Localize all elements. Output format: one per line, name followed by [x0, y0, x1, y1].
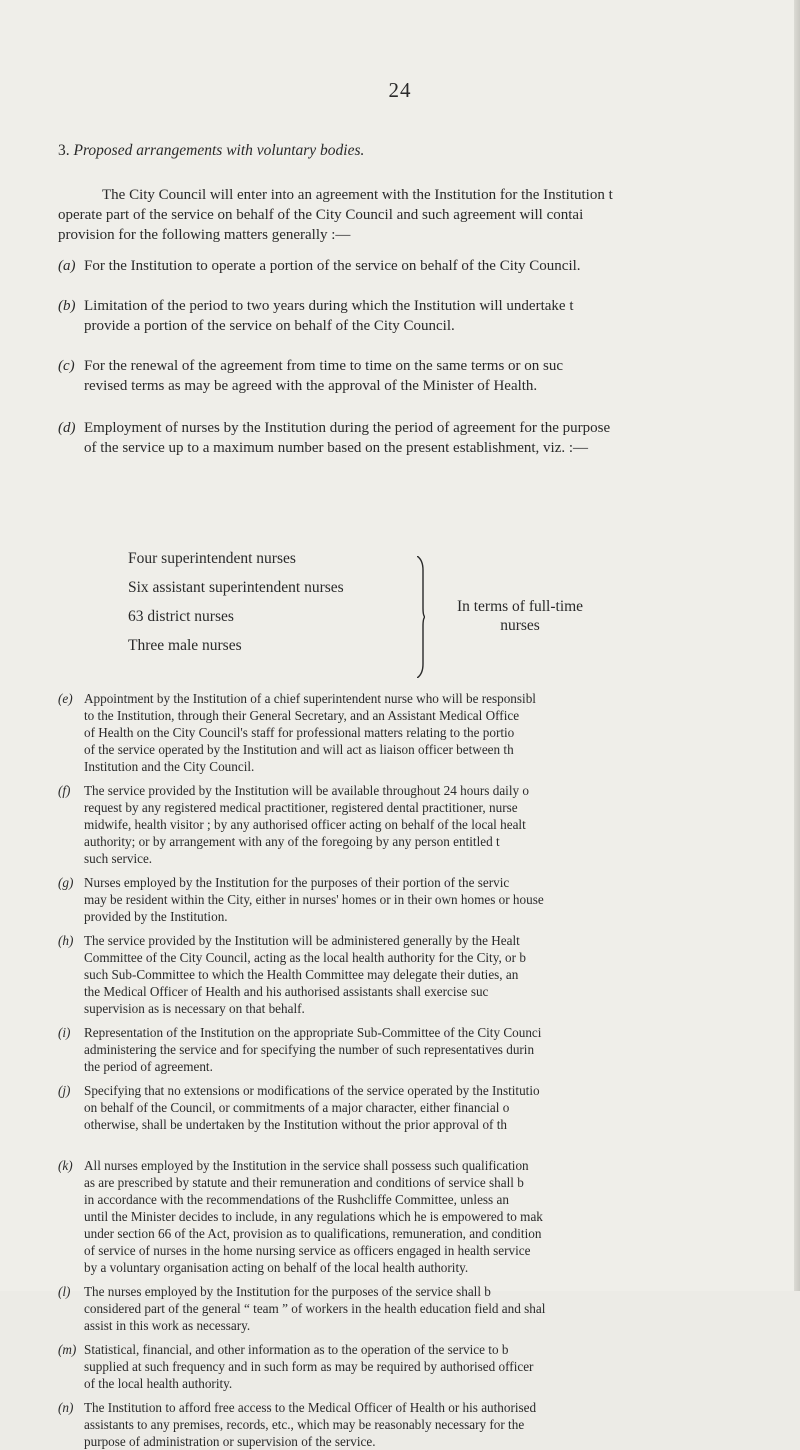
item-line: of the local health authority. — [84, 1376, 233, 1391]
item-marker: (g) — [58, 875, 74, 890]
item-line: otherwise, shall be undertaken by the Institution without the prior approval of th — [84, 1117, 508, 1132]
item-line: assistants to any premises, records, etc., which may be reasonably necessary for the — [84, 1417, 525, 1432]
item-line: midwife, health visitor ; by any authorised officer acting on behalf of the local healt — [84, 817, 526, 832]
intro-paragraph — [58, 185, 800, 245]
item-line: the Medical Officer of Health and his authorised assistants shall exercise suc — [84, 984, 489, 999]
section-title: Proposed arrangements with voluntary bodies. — [73, 142, 365, 159]
item-marker: (j) — [58, 1083, 71, 1098]
item-line: under section 66 of the Act, provision as to qualifications, remuneration, and condition — [84, 1226, 542, 1241]
staff-list-item: 63 district nurses — [128, 608, 234, 625]
item-line: For the Institution to operate a portion of the service on behalf of the City Council. — [84, 258, 581, 274]
item-marker: (k) — [58, 1158, 73, 1173]
item-line: as are prescribed by statute and their remuneration and conditions of service shall b — [84, 1175, 524, 1190]
item-marker: (n) — [58, 1400, 74, 1415]
bracket-icon — [417, 556, 425, 678]
staff-note: In terms of full-time nurses — [456, 598, 584, 634]
item-line: such Sub-Committee to which the Health Committee may delegate their duties, an — [84, 967, 519, 982]
item-marker: (d) — [58, 420, 76, 436]
item-line: The service provided by the Institution will be administered generally by the Healt — [84, 933, 520, 948]
item-line: provide a portion of the service on behalf of the City Council. — [84, 317, 455, 334]
item-line: Appointment by the Institution of a chief superintendent nurse who will be responsibl — [84, 691, 536, 706]
item-line: Institution and the City Council. — [84, 759, 255, 774]
item-line: Specifying that no extensions or modifications of the service operated by the Institutio — [84, 1083, 540, 1098]
item-line: to the Institution, through their General Secretary, and an Assistant Medical Office — [84, 708, 520, 723]
item-line: purpose of administration or supervision of the service. — [84, 1434, 376, 1449]
item-line: Statistical, financial, and other information as to the operation of the service to b — [84, 1342, 509, 1357]
item-line: All nurses employed by the Institution in the service shall possess such qualification — [84, 1158, 529, 1173]
item-line: Employment of nurses by the Institution during the period of agreement for the purpose — [84, 420, 611, 436]
item-marker: (i) — [58, 1025, 71, 1040]
item-line: until the Minister decides to include, in any regulations which he is empowered to mak — [84, 1209, 543, 1224]
item-marker: (c) — [58, 358, 75, 374]
item-line: supervision as is necessary on that behalf. — [84, 1001, 305, 1016]
item-line: by a voluntary organisation acting on behalf of the local health authority. — [84, 1260, 469, 1275]
item-marker: (l) — [58, 1284, 71, 1299]
item-marker: (f) — [58, 783, 71, 798]
page-number: 24 — [388, 78, 412, 102]
intro-line: The City Council will enter into an agreement with the Institution for the Institution t — [102, 187, 613, 203]
item-line: of Health on the City Council's staff for professional matters relating to the portio — [84, 725, 515, 740]
item-line: For the renewal of the agreement from time to time on the same terms or on suc — [84, 358, 564, 374]
section-number: 3. — [58, 142, 70, 159]
staff-list-item: Four superintendent nurses — [128, 550, 296, 567]
item-line: on behalf of the Council, or commitments of a major character, either financial o — [84, 1100, 510, 1115]
item-line: Representation of the Institution on the appropriate Sub-Committee of the City Counci — [84, 1025, 542, 1040]
item-line: Limitation of the period to two years during which the Institution will undertake t — [84, 298, 574, 314]
staff-list-item: Six assistant superintendent nurses — [128, 579, 344, 596]
item-line: considered part of the general “ team ” of workers in the health education field and shal — [84, 1301, 546, 1316]
item-line: The service provided by the Institution will be available throughout 24 hours daily o — [84, 783, 529, 798]
item-marker: (e) — [58, 691, 73, 706]
item-line: The nurses employed by the Institution for the purposes of the service shall b — [84, 1284, 491, 1299]
item-line: the period of agreement. — [84, 1059, 213, 1074]
item-line: of the service up to a maximum number based on the present establishment, viz. :— — [84, 439, 589, 456]
item-marker: (m) — [58, 1342, 77, 1357]
item-line: of the service operated by the Institution and will act as liaison officer between th — [84, 742, 514, 757]
item-line: revised terms as may be agreed with the approval of the Minister of Health. — [84, 377, 538, 394]
item-marker: (h) — [58, 933, 74, 948]
section-heading — [58, 142, 364, 160]
intro-line: operate part of the service on behalf of the City Council and such agreement will contai — [58, 207, 584, 223]
staff-list-item: Three male nurses — [128, 637, 242, 654]
item-marker: (b) — [58, 298, 76, 314]
item-line: provided by the Institution. — [84, 909, 228, 924]
item-line: Committee of the City Council, acting as the local health authority for the City, or b — [84, 950, 526, 965]
item-line: administering the service and for specifying the number of such representatives durin — [84, 1042, 535, 1057]
item-line: in accordance with the recommendations of the Rushcliffe Committee, unless an — [84, 1192, 509, 1207]
item-line: assist in this work as necessary. — [84, 1318, 251, 1333]
item-line: The Institution to afford free access to the Medical Officer of Health or his authorised — [84, 1400, 537, 1415]
item-line: supplied at such frequency and in such form as may be required by authorised officer — [84, 1359, 534, 1374]
item-line: may be resident within the City, either in nurses' homes or in their own homes or house — [84, 892, 544, 907]
item-line: Nurses employed by the Institution for the purposes of their portion of the servic — [84, 875, 510, 890]
staff-list — [128, 548, 344, 664]
item-line: such service. — [84, 851, 153, 866]
item-line: of service of nurses in the home nursing service as officers engaged in health service — [84, 1243, 531, 1258]
item-marker: (a) — [58, 258, 76, 274]
item-line: authority; or by arrangement with any of the foregoing by any person entitled t — [84, 834, 500, 849]
intro-line: provision for the following matters generally :— — [58, 227, 351, 243]
item-line: request by any registered medical practitioner, registered dental practitioner, nurse — [84, 800, 518, 815]
